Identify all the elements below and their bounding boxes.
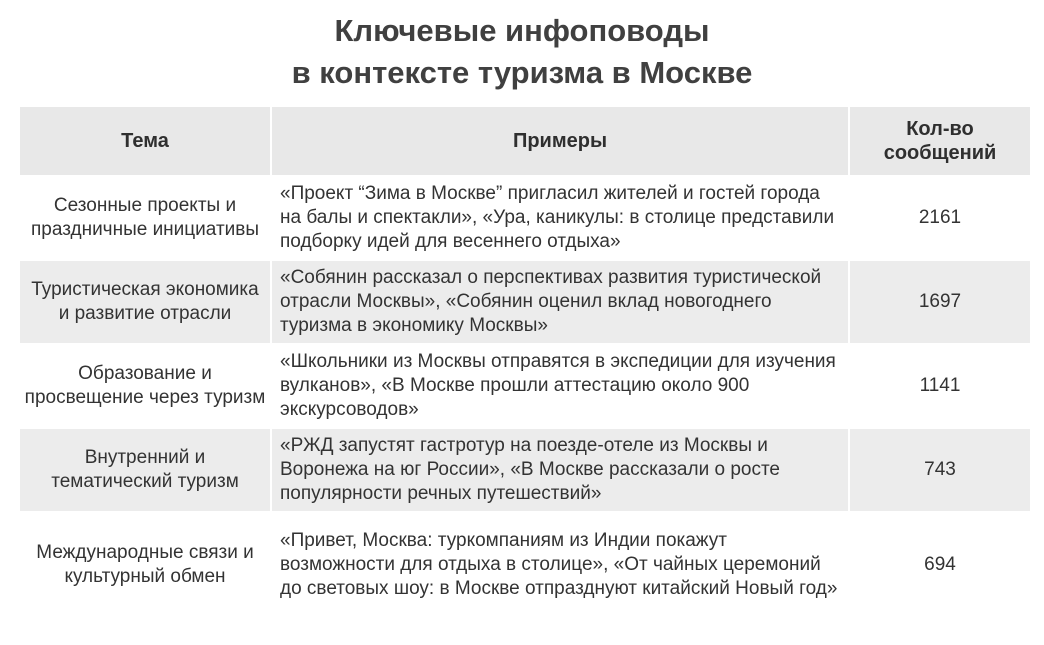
table-header-row (20, 107, 1030, 175)
topic-cell: Образование и просвещение через туризм (20, 343, 270, 427)
table-row (20, 343, 1030, 427)
title-line-2: в контексте туризма в Москве (291, 55, 753, 90)
header-examples: Примеры (270, 107, 848, 175)
table-row (20, 511, 1030, 617)
topic-cell: Сезонные проекты и праздничные инициативы (20, 175, 270, 259)
count-cell: 1697 (848, 259, 1030, 343)
examples-cell: «Собянин рассказал о перспективах развития туристической отрасли Москвы», «Собянин оценил вклад новогоднего туризма в экономику Москвы» (270, 259, 848, 343)
count-cell: 694 (848, 511, 1030, 617)
page-title (0, 10, 1044, 94)
header-topic: Тема (20, 107, 270, 175)
table-row (20, 175, 1030, 259)
examples-cell: «РЖД запустят гастротур на поезде-отеле из Москвы и Воронежа на юг России», «В Москве рассказали о росте популярности речных путешествий» (270, 427, 848, 511)
examples-cell: «Привет, Москва: туркомпаниям из Индии покажут возможности для отдыха в столице», «От чайных церемоний до световых шоу: в Москве отпразднуют китайский Новый год» (270, 511, 848, 617)
topic-cell: Международные связи и культурный обмен (20, 511, 270, 617)
topic-cell: Туристическая экономика и развитие отрасли (20, 259, 270, 343)
count-cell: 1141 (848, 343, 1030, 427)
count-cell: 743 (848, 427, 1030, 511)
table-row (20, 259, 1030, 343)
examples-cell: «Проект “Зима в Москве” пригласил жителей и гостей города на балы и спектакли», «Ура, каникулы: в столице представили подборку идей для весеннего отдыха» (270, 175, 848, 259)
topics-table (20, 107, 1030, 617)
header-count: Кол-во сообщений (848, 107, 1030, 175)
count-cell: 2161 (848, 175, 1030, 259)
table-row (20, 427, 1030, 511)
topic-cell: Внутренний и тематический туризм (20, 427, 270, 511)
title-line-1: Ключевые инфоповоды (334, 13, 710, 48)
examples-cell: «Школьники из Москвы отправятся в экспедиции для изучения вулканов», «В Москве прошли аттестацию около 900 экскурсоводов» (270, 343, 848, 427)
